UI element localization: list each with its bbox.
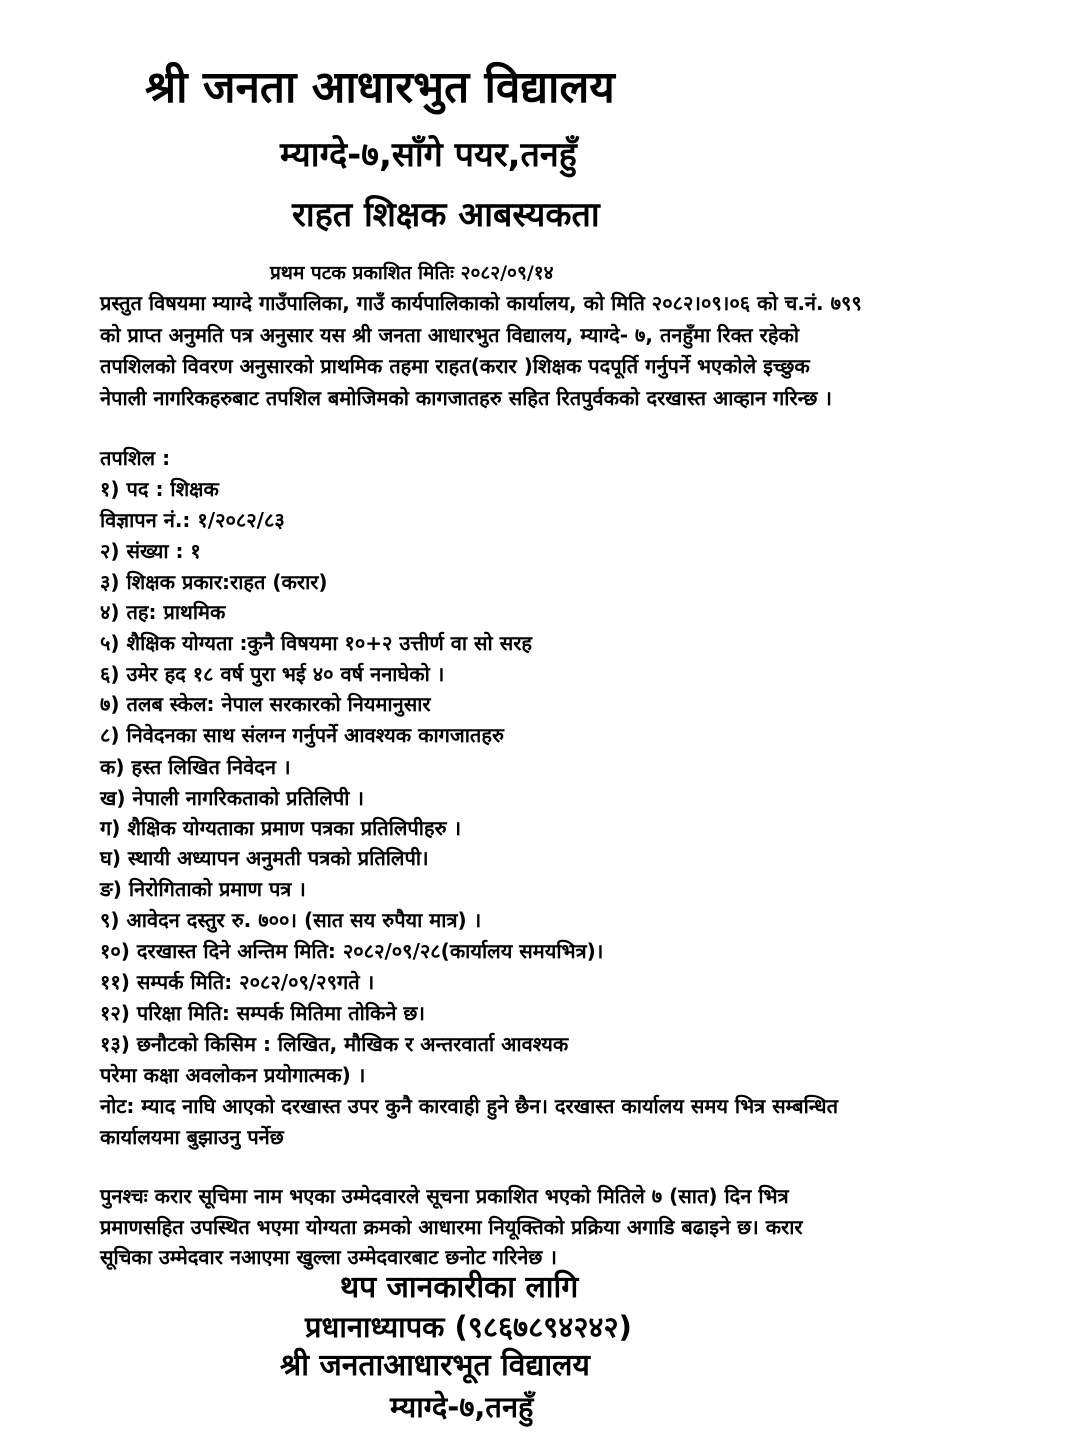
detail-item-post: १) पद : शिक्षक [100, 477, 219, 501]
detail-item-age: ६) उमेर हद १८ वर्ष पुरा भई ४० वर्ष ननाघेको । [100, 662, 445, 686]
note-line: कार्यालयमा बुझाउनु पर्नेछ [100, 1125, 284, 1149]
detail-item-exam-date: १२) परिक्षा मिति: सम्पर्क मितिमा तोकिने छ। [100, 1001, 425, 1025]
intro-line: को प्राप्त अनुमति पत्र अनुसार यस श्री जनता आधारभुत विद्यालय, म्याग्दे- ७, तनहुँमा रिक्त रहेको [100, 323, 799, 347]
footer-school-name: श्री जनताआधारभूत विद्यालय [280, 1348, 590, 1383]
notice-title: राहत शिक्षक आबस्यकता [292, 195, 600, 235]
intro-line: प्रस्तुत विषयमा म्याग्दे गाउँपालिका, गाउँ कार्यपालिकाको कार्यालय, को मिति २०८२।०९।०६ को च.नं. ७९९ [100, 291, 862, 315]
publication-date: प्रथम पटक प्रकाशित मितिः २०८२/०९/१४ [270, 262, 554, 284]
detail-item-fee: ९) आवेदन दस्तुर रु. ७००। (सात सय रुपैया मात्र) । [100, 908, 482, 932]
detail-item-count: २) संख्या : १ [100, 539, 201, 563]
postscript-line: पुनश्चः करार सूचिमा नाम भएका उम्मेदवारले सूचना प्रकाशित भएको मितिले ७ (सात) दिन भित्र [100, 1184, 789, 1208]
detail-item-type: ३) शिक्षक प्रकार:राहत (करार) [100, 570, 328, 594]
headmaster-contact: प्रधानाध्यापक (९८६७८९४२४२) [305, 1310, 632, 1344]
postscript-line: प्रमाणसहित उपस्थित भएमा योग्यता क्रमको आधारमा नियूक्तिको प्रक्रिया अगाडि बढाइने छ। करार [100, 1215, 803, 1239]
detail-item-selection-cont: परेमा कक्षा अवलोकन प्रयोगात्मक) । [100, 1063, 366, 1087]
detail-item-selection: १३) छनौटको किसिम : लिखित, मौखिक र अन्तरवार्ता आवश्यक [100, 1032, 569, 1056]
detail-item-documents: ८) निवेदनका साथ संलग्न गर्नुपर्ने आवश्यक कागजातहरु [100, 723, 504, 747]
detail-item-level: ४) तह: प्राथमिक [100, 600, 226, 624]
intro-line: तपशिलको विवरण अनुसारको प्राथमिक तहमा राहत(करार )शिक्षक पदपूर्ति गर्नुपर्ने भएकोले इच्छुक [100, 354, 810, 378]
detail-item-deadline: १०) दरखास्त दिने अन्तिम मिति: २०८२/०९/२८(कार्यालय समयभित्र)। [100, 939, 604, 963]
school-address: म्याग्दे-७,साँगे पयर,तनहुँ [280, 135, 577, 175]
school-name-heading: श्री जनता आधारभुत विद्यालय [145, 62, 615, 113]
detail-item-contact-date: ११) सम्पर्क मिति: २०८२/०९/२९गते । [100, 970, 375, 994]
footer-address: म्याग्दे-७,तनहुँ [390, 1390, 534, 1424]
postscript-line: सूचिका उम्मेदवार नआएमा खुल्ला उम्मेदवारबाट छनोट गरिनेछ । [100, 1245, 557, 1269]
note-line: नोट: म्याद नाघि आएको दरखास्त उपर कुनै कारवाही हुने छैन। दरखास्त कार्यालय समय भित्र सम्बन्धित [100, 1094, 838, 1118]
details-heading: तपशिल : [100, 446, 171, 470]
detail-item-advert-no: विज्ञापन नं.: १/२०८२/८३ [100, 508, 285, 532]
intro-line: नेपाली नागरिकहरुबाट तपशिल बमोजिमको कागजातहरु सहित रितपुर्वकको दरखास्त आव्हान गरिन्छ । [100, 386, 832, 410]
more-info-heading: थप जानकारीका लागि [340, 1270, 579, 1305]
detail-item-salary: ७) तलब स्केल: नेपाल सरकारको नियमानुसार [100, 692, 431, 716]
document-item: क) हस्त लिखित निवेदन । [100, 755, 291, 779]
document-item: ख) नेपाली नागरिकताको प्रतिलिपी । [100, 786, 364, 810]
detail-item-qualification: ५) शैक्षिक योग्यता :कुनै विषयमा १०+२ उत्तीर्ण वा सो सरह [100, 631, 533, 655]
document-item: घ) स्थायी अध्यापन अनुमती पत्रको प्रतिलिपी। [100, 846, 429, 870]
document-item: ग) शैक्षिक योग्यताका प्रमाण पत्रका प्रतिलिपीहरु । [100, 816, 462, 840]
document-item: ङ) निरोगिताको प्रमाण पत्र । [100, 877, 306, 901]
